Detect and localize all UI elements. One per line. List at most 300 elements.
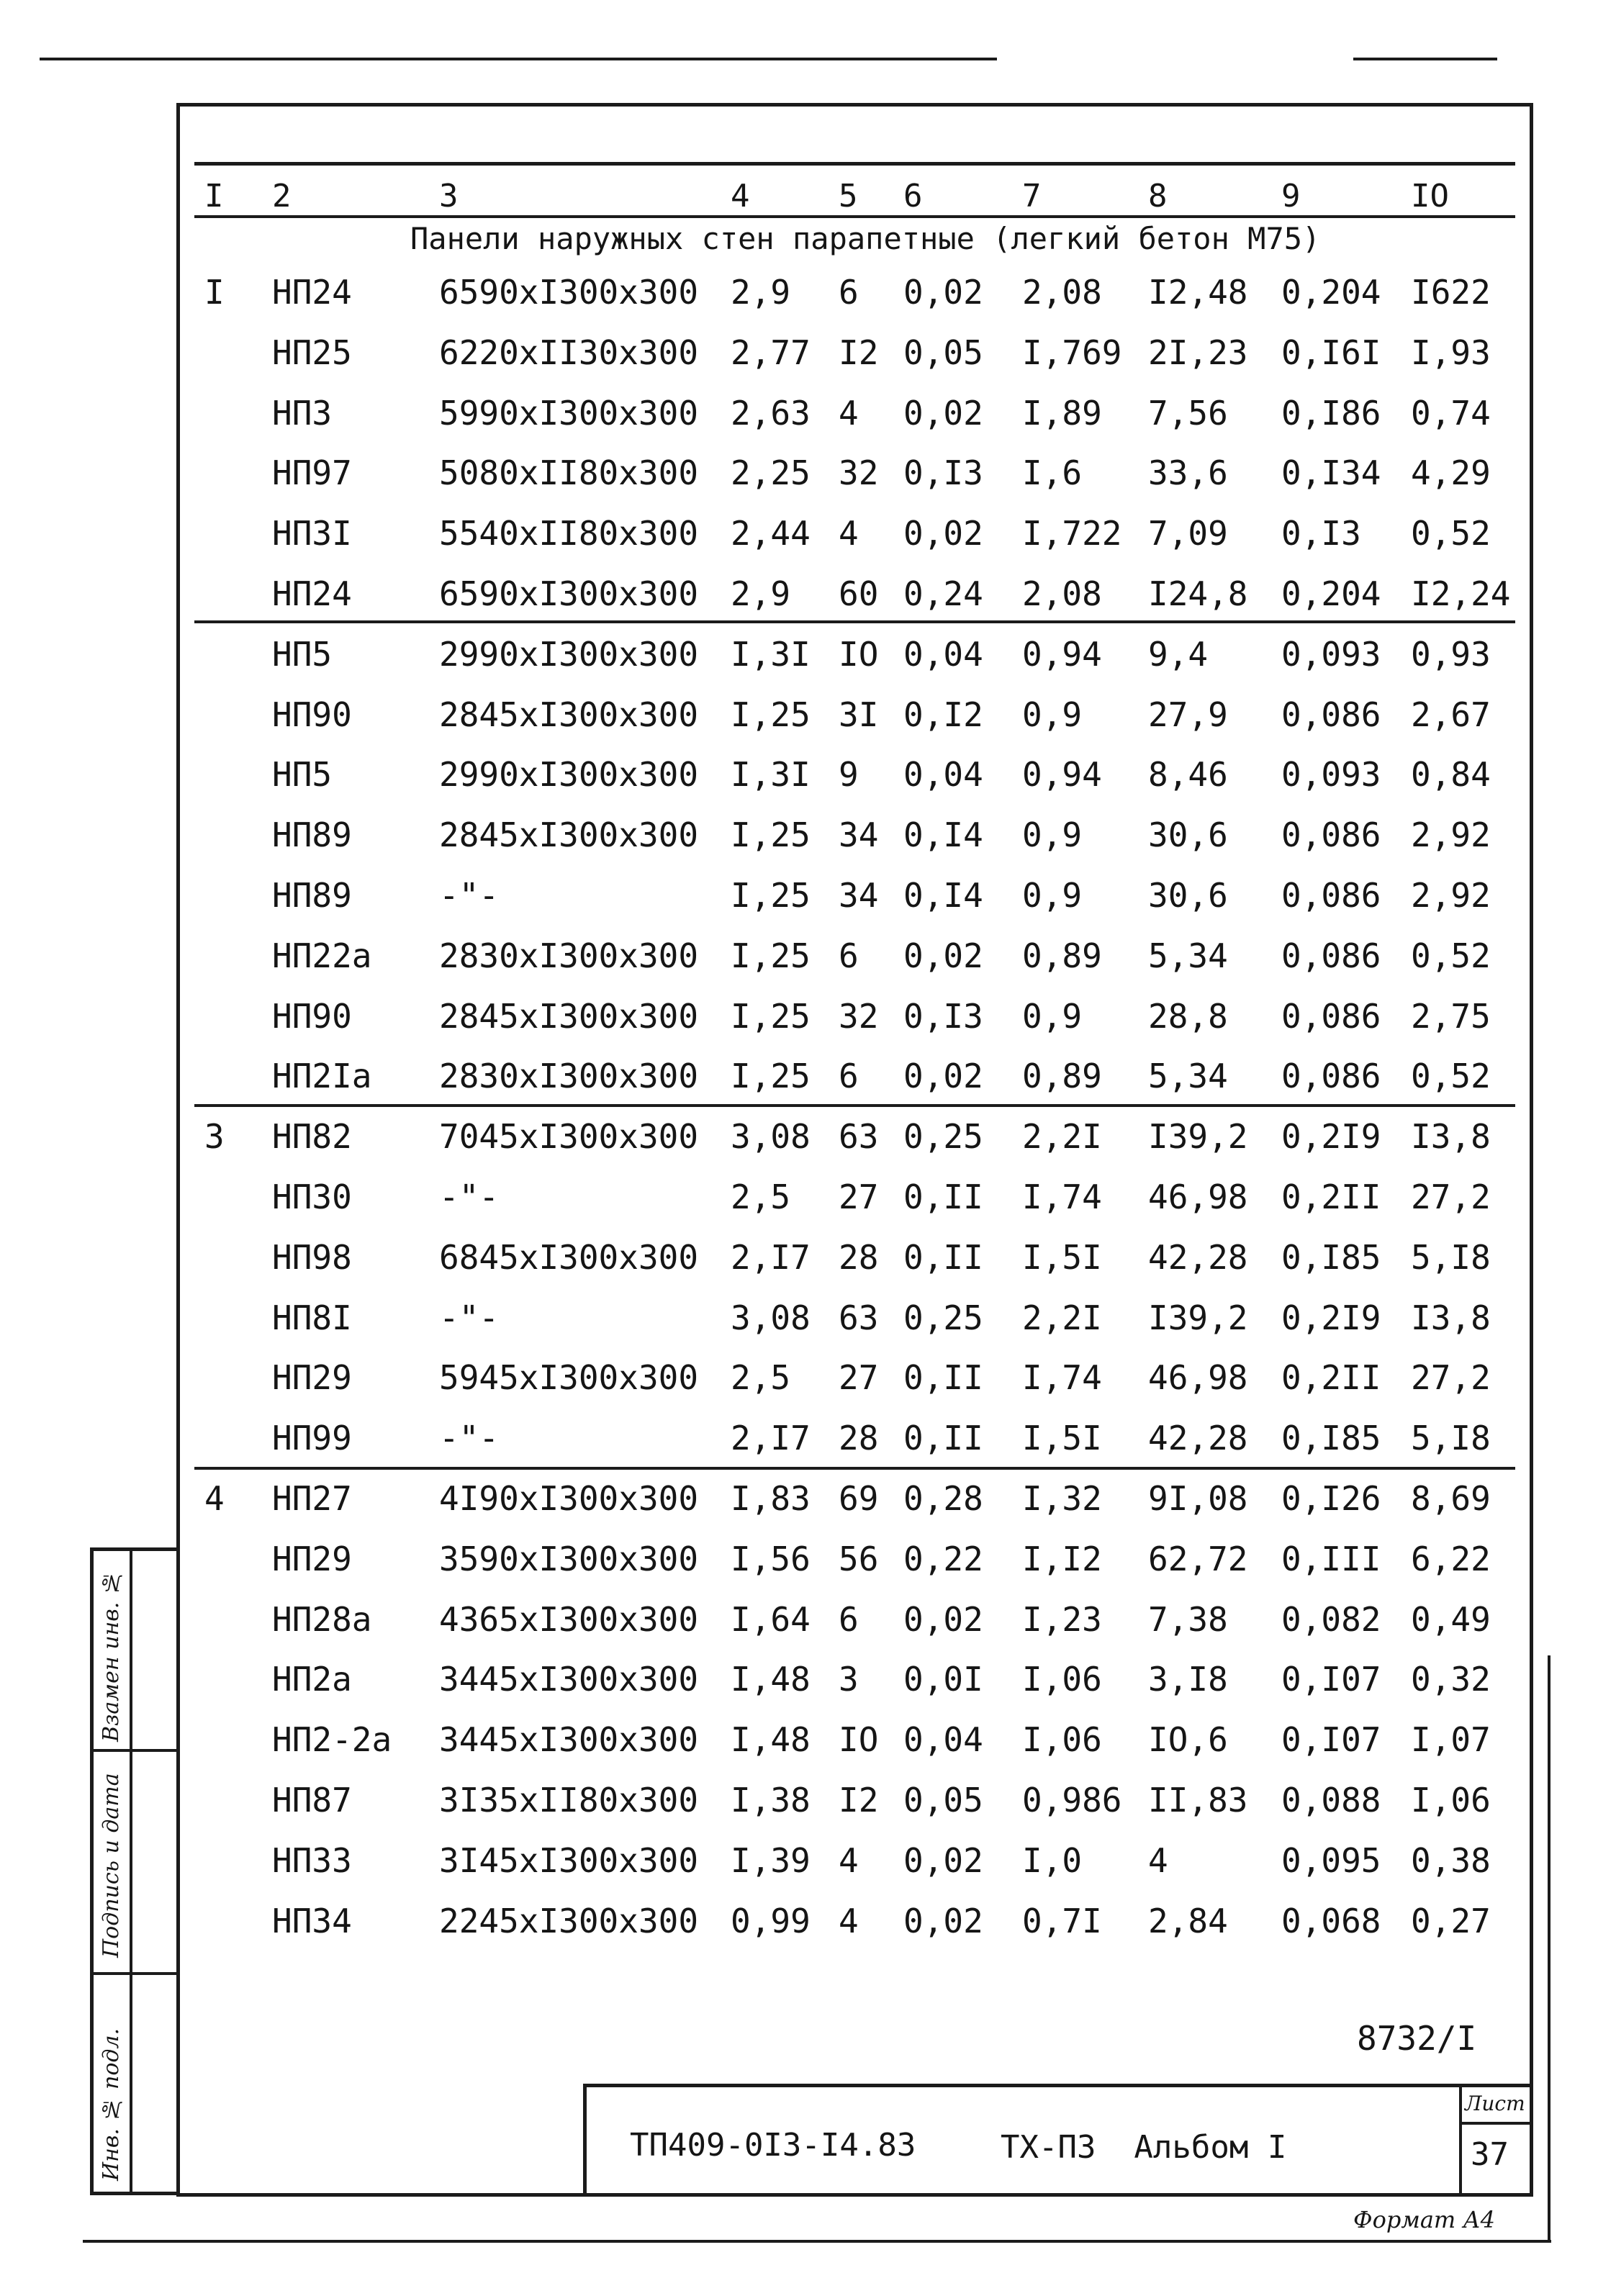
table-row	[194, 805, 1515, 866]
header-cell: 9	[1281, 178, 1301, 214]
table-cell: I3,8	[1411, 1298, 1491, 1337]
table-cell: I,93	[1411, 333, 1491, 372]
table-cell: 0,I85	[1281, 1419, 1381, 1458]
table-cell: 2845хI300х300	[439, 815, 699, 855]
header-cell: 7	[1022, 178, 1042, 214]
table-row	[194, 1288, 1515, 1349]
table-cell: 2845хI300х300	[439, 695, 699, 734]
table-cell: 5,I8	[1411, 1237, 1491, 1277]
table-cell: 0,74	[1411, 393, 1491, 433]
table-cell: 0,22	[903, 1539, 983, 1578]
table-cell: 56	[839, 1539, 879, 1578]
table-cell: 0,02	[903, 1057, 983, 1096]
table-cell: 0,93	[1411, 634, 1491, 674]
table-cell: 2,08	[1022, 273, 1102, 312]
table-cell: 34	[839, 815, 879, 855]
header-cell: IO	[1411, 178, 1449, 214]
table-row	[194, 1650, 1515, 1710]
table-cell: 0,I3	[903, 996, 983, 1036]
group-separator	[194, 620, 1515, 623]
table-cell: 8,69	[1411, 1479, 1491, 1518]
table-cell: НП87	[272, 1781, 352, 1820]
table-cell: 2,I7	[731, 1419, 811, 1458]
table-cell: НП29	[272, 1358, 352, 1398]
header-cell: I	[204, 178, 224, 214]
header-cell: 8	[1148, 178, 1168, 214]
table-cell: НП97	[272, 453, 352, 493]
table-cell: 2,9	[731, 273, 791, 312]
table-cell: I,83	[731, 1479, 811, 1518]
table-cell: 2245хI300х300	[439, 1901, 699, 1940]
table-cell: 0,I6I	[1281, 333, 1381, 372]
table-cell: 0,204	[1281, 574, 1381, 613]
table-cell: 0,086	[1281, 996, 1381, 1036]
table-row	[194, 1710, 1515, 1771]
table-row	[194, 866, 1515, 926]
table-cell: 5,34	[1148, 936, 1228, 975]
table-cell: 34	[839, 876, 879, 915]
table-cell: 0,04	[903, 1720, 983, 1760]
table-cell: 46,98	[1148, 1178, 1248, 1216]
table-cell: I39,2	[1148, 1298, 1248, 1337]
table-cell: 27,2	[1411, 1358, 1491, 1398]
table-cell: I622	[1411, 273, 1491, 312]
table-cell: 3,I8	[1148, 1660, 1228, 1699]
table-cell: 0,28	[903, 1479, 983, 1518]
table-cell: НП24	[272, 273, 352, 312]
table-cell: I,89	[1022, 393, 1102, 433]
table-cell: 5540хII80х300	[439, 514, 699, 553]
table-row	[194, 1529, 1515, 1590]
table-cell: 2,92	[1411, 876, 1491, 915]
table-cell: 0,204	[1281, 273, 1381, 312]
table-row	[194, 263, 1515, 323]
header-cell: 2	[272, 178, 292, 214]
table-cell: 0,94	[1022, 634, 1102, 674]
top-edge-line-short	[1353, 58, 1497, 60]
table-cell: 0,04	[903, 634, 983, 674]
header-cell: 5	[839, 178, 858, 214]
table-cell: I,769	[1022, 333, 1122, 372]
table-cell: 0,I07	[1281, 1660, 1381, 1699]
table-cell: 2I,23	[1148, 333, 1248, 372]
table-cell: 5,34	[1148, 1057, 1228, 1096]
table-cell: I2	[839, 1781, 879, 1820]
sidebar-divider	[130, 1547, 132, 2195]
table-cell: 2,67	[1411, 695, 1491, 734]
table-cell: I24,8	[1148, 574, 1248, 613]
table-cell: 0,02	[903, 393, 983, 433]
table-cell: 6	[839, 1057, 859, 1096]
table-row	[194, 1047, 1515, 1107]
table-cell: 0,086	[1281, 876, 1381, 915]
table-cell: НП2-2а	[272, 1720, 392, 1760]
table-cell: 0,986	[1022, 1781, 1122, 1820]
table-cell: I,48	[731, 1720, 811, 1760]
table-cell: НП3	[272, 393, 333, 433]
table-row	[194, 1228, 1515, 1288]
table-cell: I,64	[731, 1599, 811, 1639]
table-cell: 2,25	[731, 453, 811, 493]
table-row	[194, 1107, 1515, 1167]
table-cell: I39,2	[1148, 1117, 1248, 1157]
table-cell: 6220хII30х300	[439, 333, 699, 372]
table-cell: 2830хI300х300	[439, 936, 699, 975]
table-cell: 42,28	[1148, 1419, 1248, 1458]
sidebar-rule	[90, 1749, 180, 1752]
table-cell: 6	[839, 1599, 859, 1639]
table-cell: I,5I	[1022, 1237, 1102, 1277]
table-cell: 2,2I	[1022, 1117, 1102, 1157]
table-row	[194, 1590, 1515, 1650]
table-cell: 30,6	[1148, 876, 1228, 915]
table-cell: I,23	[1022, 1599, 1102, 1639]
table-cell: НП34	[272, 1901, 352, 1940]
approval-sidebar	[90, 1547, 180, 2195]
table-cell: 0,086	[1281, 936, 1381, 975]
table-cell: НП3I	[272, 514, 352, 553]
table-row	[194, 504, 1515, 564]
table-cell: 0,086	[1281, 695, 1381, 734]
table-cell: I2,24	[1411, 574, 1511, 613]
table-cell: I,25	[731, 876, 811, 915]
table-cell: 5,I8	[1411, 1419, 1491, 1458]
table-cell: НП22а	[272, 936, 372, 975]
table-cell: 46,98	[1148, 1358, 1248, 1398]
table-cell: I,5I	[1022, 1419, 1102, 1458]
page-code: 8732/I	[1357, 2019, 1477, 2058]
format-label: Формат А4	[1353, 2206, 1496, 2233]
table-cell: I3,8	[1411, 1117, 1491, 1157]
table-cell: II,83	[1148, 1781, 1248, 1820]
table-cell: I,06	[1022, 1660, 1102, 1699]
table-cell: 0,52	[1411, 936, 1491, 975]
table-cell: I,32	[1022, 1479, 1102, 1518]
table-cell: 0,093	[1281, 634, 1381, 674]
table-cell: IO	[839, 1720, 879, 1760]
table-cell: I2	[839, 333, 879, 372]
table-cell: 7,09	[1148, 514, 1228, 553]
table-cell: I,722	[1022, 514, 1122, 553]
table-cell: 6	[839, 273, 859, 312]
document-code: ТП409-0I3-I4.83	[630, 2127, 916, 2164]
table-cell: 27	[839, 1358, 879, 1398]
table-cell: 2,I7	[731, 1237, 811, 1277]
table-cell: 0,I4	[903, 876, 983, 915]
table-cell: I,06	[1411, 1781, 1491, 1820]
table-cell: 0,095	[1281, 1840, 1381, 1880]
table-cell: НП98	[272, 1237, 352, 1277]
table-cell: 0,05	[903, 1781, 983, 1820]
section-title: Панели наружных стен парапетные (легкий бетон М75)	[410, 221, 1321, 256]
table-cell: 30,6	[1148, 815, 1228, 855]
sidebar-label-inventory: Инв. № подл.	[99, 2028, 124, 2181]
table-cell: НП5	[272, 634, 333, 674]
table-row	[194, 1167, 1515, 1228]
table-cell: 9	[839, 755, 859, 795]
table-cell: 0,05	[903, 333, 983, 372]
table-cell: НП90	[272, 695, 352, 734]
data-table	[194, 162, 1515, 1940]
table-cell: -"-	[439, 1298, 500, 1337]
table-cell: I,06	[1022, 1720, 1102, 1760]
table-cell: I,25	[731, 936, 811, 975]
table-cell: НП8I	[272, 1298, 352, 1337]
table-cell: I,56	[731, 1539, 811, 1578]
sidebar-label-replacement: Взамен инв. №	[99, 1570, 124, 1742]
table-cell: 9,4	[1148, 634, 1209, 674]
table-cell: 0,I2	[903, 695, 983, 734]
table-row	[194, 564, 1515, 625]
table-cell: 0,84	[1411, 755, 1491, 795]
sheet-box-divider	[1459, 2087, 1462, 2195]
table-cell: 0,49	[1411, 1599, 1491, 1639]
table-cell: 2,63	[731, 393, 811, 433]
table-cell: I,3I	[731, 634, 811, 674]
table-cell: 3590хI300х300	[439, 1539, 699, 1578]
table-cell: 3I35хII80х300	[439, 1781, 699, 1820]
table-cell: 60	[839, 574, 879, 613]
table-cell: 28,8	[1148, 996, 1228, 1036]
table-cell: 27,2	[1411, 1178, 1491, 1216]
table-cell: 0,24	[903, 574, 983, 613]
table-cell: НП25	[272, 333, 352, 372]
table-cell: 0,04	[903, 755, 983, 795]
table-cell: 0,I3	[903, 453, 983, 493]
table-cell: 4	[839, 393, 859, 433]
header-underline	[194, 215, 1515, 218]
table-cell: IO	[839, 634, 879, 674]
table-cell: 0,02	[903, 514, 983, 553]
table-row	[194, 1892, 1515, 1952]
table-cell: 0,I26	[1281, 1479, 1381, 1518]
header-cell: 4	[731, 178, 750, 214]
table-cell: 4	[839, 1901, 859, 1940]
table-cell: 4,29	[1411, 453, 1491, 493]
table-cell: 6	[839, 936, 859, 975]
table-cell: 6845хI300х300	[439, 1237, 699, 1277]
table-cell: 2,08	[1022, 574, 1102, 613]
table-cell: -"-	[439, 1419, 500, 1458]
table-cell: 0,2I9	[1281, 1298, 1381, 1337]
table-cell: 4	[839, 1840, 859, 1880]
table-cell: НП99	[272, 1419, 352, 1458]
table-cell: 0,2II	[1281, 1178, 1381, 1216]
table-cell: НП89	[272, 815, 352, 855]
table-cell: 0,II	[903, 1358, 983, 1398]
table-cell: I,07	[1411, 1720, 1491, 1760]
header-cell: 6	[903, 178, 923, 214]
table-cell: I,25	[731, 815, 811, 855]
table-row	[194, 384, 1515, 444]
table-row	[194, 625, 1515, 685]
table-cell: 5080хII80х300	[439, 453, 699, 493]
table-cell: 0,9	[1022, 876, 1083, 915]
table-cell: 0,02	[903, 1599, 983, 1639]
table-cell: 62,72	[1148, 1539, 1248, 1578]
table-cell: НП2Iа	[272, 1057, 372, 1096]
table-cell: 3	[204, 1117, 225, 1157]
table-cell: 0,02	[903, 936, 983, 975]
table-cell: 0,99	[731, 1901, 811, 1940]
table-cell: НП27	[272, 1479, 352, 1518]
table-cell: 0,7I	[1022, 1901, 1102, 1940]
table-cell: 0,0I	[903, 1660, 983, 1699]
table-cell: НП24	[272, 574, 352, 613]
table-cell: 28	[839, 1419, 879, 1458]
table-cell: I,74	[1022, 1358, 1102, 1398]
table-cell: НП30	[272, 1178, 352, 1216]
title-block	[583, 2084, 1530, 2195]
table-cell: 4	[839, 514, 859, 553]
table-cell: 0,II	[903, 1237, 983, 1277]
table-cell: -"-	[439, 876, 500, 915]
table-cell: НП89	[272, 876, 352, 915]
table-cell: 27,9	[1148, 695, 1228, 734]
table-cell: 7,38	[1148, 1599, 1228, 1639]
table-cell: 0,52	[1411, 514, 1491, 553]
table-cell: 0,II	[903, 1178, 983, 1216]
table-cell: 0,I85	[1281, 1237, 1381, 1277]
table-cell: 2,84	[1148, 1901, 1228, 1940]
table-cell: I,39	[731, 1840, 811, 1880]
table-cell: 0,89	[1022, 936, 1102, 975]
table-row	[194, 745, 1515, 805]
table-cell: 2,9	[731, 574, 791, 613]
table-cell: 0,I07	[1281, 1720, 1381, 1760]
table-cell: 7,56	[1148, 393, 1228, 433]
table-cell: IO,6	[1148, 1720, 1228, 1760]
table-cell: 3445хI300х300	[439, 1660, 699, 1699]
table-cell: 63	[839, 1117, 879, 1157]
table-cell: I,6	[1022, 453, 1083, 493]
table-cell: 0,2I9	[1281, 1117, 1381, 1157]
table-row	[194, 926, 1515, 987]
table-cell: 0,I86	[1281, 393, 1381, 433]
table-cell: 2,44	[731, 514, 811, 553]
bottom-edge-line	[83, 2240, 1551, 2243]
table-cell: 0,III	[1281, 1539, 1381, 1578]
table-cell: НП33	[272, 1840, 352, 1880]
table-cell: 5945хI300х300	[439, 1358, 699, 1398]
table-cell: НП2а	[272, 1660, 352, 1699]
table-cell: 0,9	[1022, 815, 1083, 855]
table-cell: 0,27	[1411, 1901, 1491, 1940]
table-cell: 6,22	[1411, 1539, 1491, 1578]
table-cell: 2,2I	[1022, 1298, 1102, 1337]
table-row	[194, 443, 1515, 504]
right-edge-line	[1548, 1655, 1550, 2242]
group-separator	[194, 1104, 1515, 1107]
top-edge-line	[40, 58, 997, 60]
table-cell: 0,093	[1281, 755, 1381, 795]
table-row	[194, 1831, 1515, 1892]
table-cell: I	[204, 273, 225, 312]
table-cell: 3I45хI300х300	[439, 1840, 699, 1880]
table-cell: 0,52	[1411, 1057, 1491, 1096]
table-cell: НП90	[272, 996, 352, 1036]
table-cell: I,I2	[1022, 1539, 1102, 1578]
table-row	[194, 685, 1515, 746]
table-cell: 0,9	[1022, 996, 1083, 1036]
table-cell: 27	[839, 1178, 879, 1216]
group-separator	[194, 1467, 1515, 1470]
table-cell: I,25	[731, 695, 811, 734]
table-cell: 0,I3	[1281, 514, 1361, 553]
table-cell: 5990хI300х300	[439, 393, 699, 433]
table-cell: 0,38	[1411, 1840, 1491, 1880]
table-cell: 0,9	[1022, 695, 1083, 734]
table-cell: 0,I4	[903, 815, 983, 855]
sidebar-rule	[90, 1972, 180, 1975]
header-cell: 3	[439, 178, 459, 214]
table-cell: I,74	[1022, 1178, 1102, 1216]
table-row	[194, 1348, 1515, 1409]
table-cell: 7045хI300х300	[439, 1117, 699, 1157]
table-cell: 69	[839, 1479, 879, 1518]
table-cell: I,48	[731, 1660, 811, 1699]
header-row	[194, 162, 1515, 220]
table-cell: 2990хI300х300	[439, 634, 699, 674]
table-cell: 32	[839, 453, 879, 493]
table-row	[194, 1409, 1515, 1469]
table-cell: 6590хI300х300	[439, 273, 699, 312]
table-cell: 0,II	[903, 1419, 983, 1458]
table-cell: 0,02	[903, 1840, 983, 1880]
table-cell: 8,46	[1148, 755, 1228, 795]
table-cell: НП5	[272, 755, 333, 795]
table-cell: 3	[839, 1660, 859, 1699]
table-cell: 3,08	[731, 1117, 811, 1157]
table-cell: 9I,08	[1148, 1479, 1248, 1518]
table-cell: 42,28	[1148, 1237, 1248, 1277]
table-cell: 32	[839, 996, 879, 1036]
table-cell: НП28а	[272, 1599, 372, 1639]
table-cell: I2,48	[1148, 273, 1248, 312]
table-cell: 0,I34	[1281, 453, 1381, 493]
table-cell: 0,25	[903, 1117, 983, 1157]
table-cell: 2,77	[731, 333, 811, 372]
table-cell: 0,068	[1281, 1901, 1381, 1940]
table-cell: 2845хI300х300	[439, 996, 699, 1036]
table-row	[194, 1771, 1515, 1831]
table-cell: 0,94	[1022, 755, 1102, 795]
table-cell: 2990хI300х300	[439, 755, 699, 795]
table-cell: I,38	[731, 1781, 811, 1820]
table-cell: 0,02	[903, 1901, 983, 1940]
table-cell: 0,32	[1411, 1660, 1491, 1699]
table-cell: 2,5	[731, 1358, 791, 1398]
table-cell: 2830хI300х300	[439, 1057, 699, 1096]
table-cell: 28	[839, 1237, 879, 1277]
table-cell: 0,25	[903, 1298, 983, 1337]
table-cell: -"-	[439, 1178, 500, 1216]
table-cell: НП29	[272, 1539, 352, 1578]
table-cell: 3I	[839, 695, 879, 734]
table-row	[194, 987, 1515, 1047]
table-cell: 6590хI300х300	[439, 574, 699, 613]
album-label: ТХ-ПЗ Альбом I	[1001, 2129, 1287, 2166]
table-row	[194, 323, 1515, 384]
table-cell: 0,086	[1281, 815, 1381, 855]
table-cell: 0,088	[1281, 1781, 1381, 1820]
table-cell: 63	[839, 1298, 879, 1337]
table-cell: 3,08	[731, 1298, 811, 1337]
table-cell: 3445хI300х300	[439, 1720, 699, 1760]
table-cell: I,25	[731, 996, 811, 1036]
sheet-box-rule	[1459, 2122, 1530, 2125]
table-cell: 0,02	[903, 273, 983, 312]
